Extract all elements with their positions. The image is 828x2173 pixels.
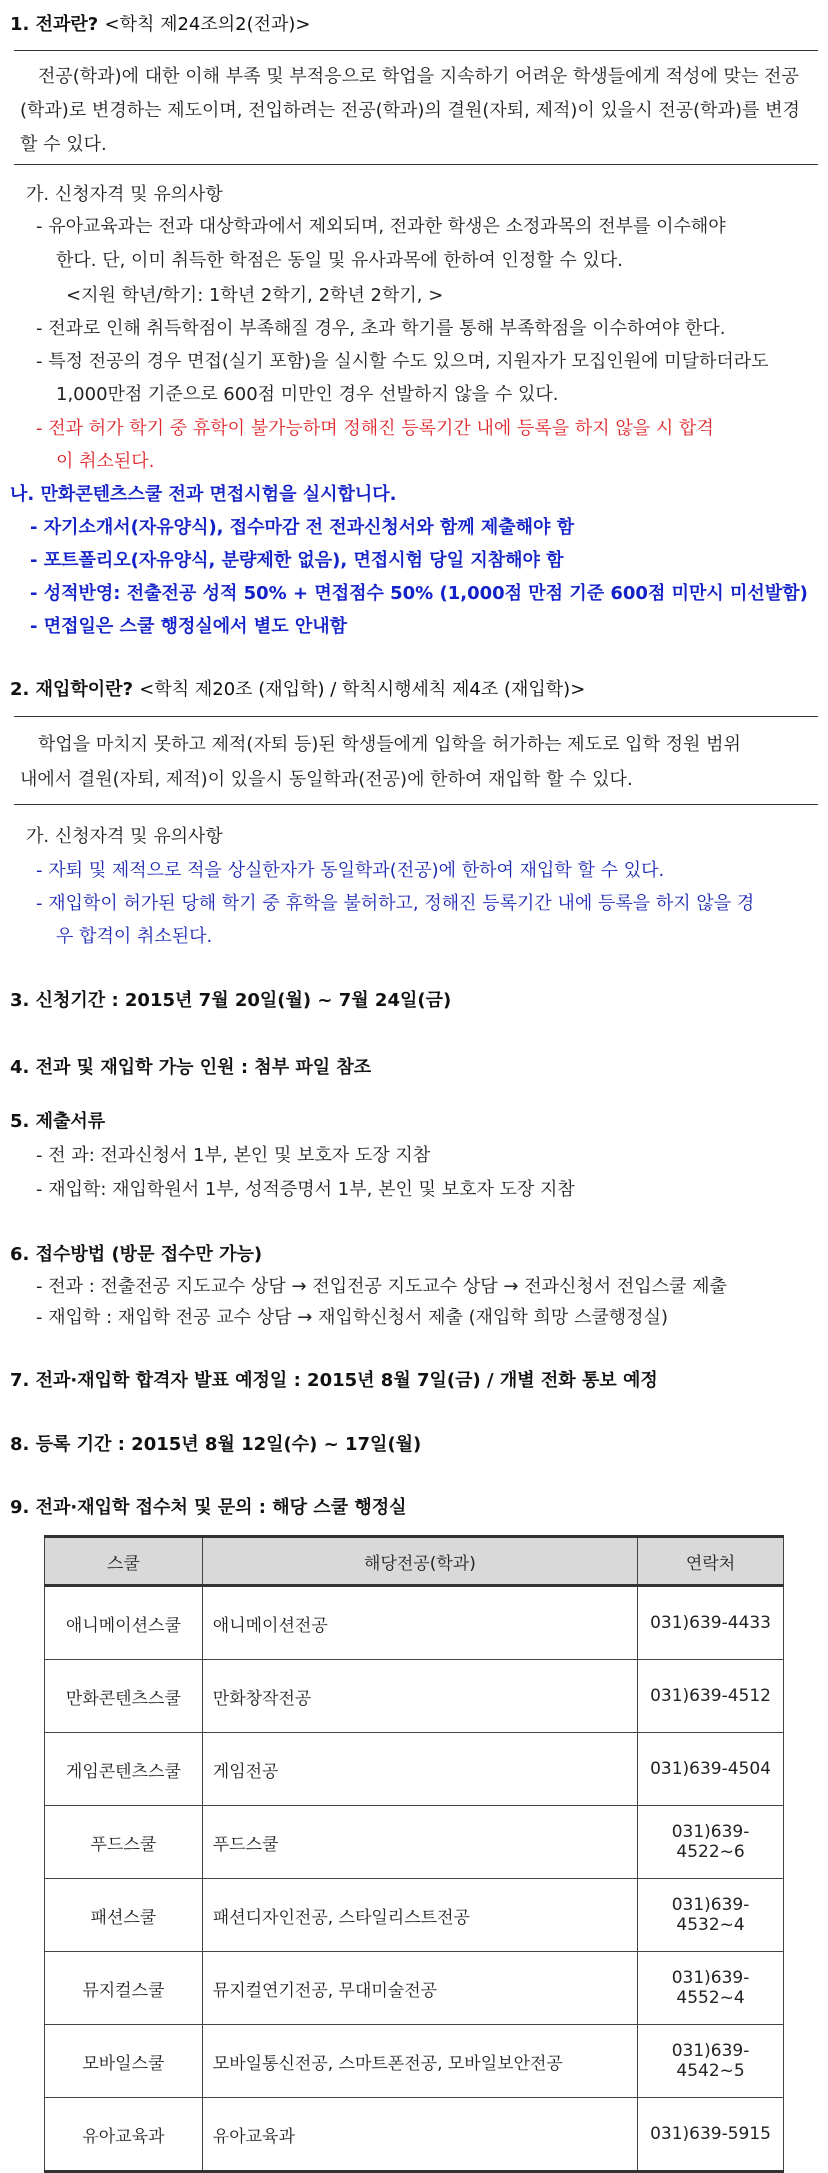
section-1-interview-item: - 포트폴리오(자유양식, 분량제한 없음), 면접시험 당일 지참해야 함: [30, 550, 564, 571]
section-1-eligibility-item: <지원 학년/학기: 1학년 2학기, 2학년 2학기, >: [66, 285, 444, 306]
section-1-eligibility-item: 한다. 단, 이미 취득한 학점은 동일 및 유사과목에 한하여 인정할 수 있다.: [56, 250, 623, 271]
school-cell: 모바일스쿨: [45, 2025, 203, 2098]
section-2-reference: <학칙 제20조 (재입학) / 학칙시행세칙 제4조 (재입학)>: [139, 679, 586, 700]
divider: [14, 804, 818, 805]
school-cell: 만화콘텐츠스쿨: [45, 1660, 203, 1733]
table-header-row: [45, 1537, 784, 1586]
school-cell: 푸드스쿨: [45, 1806, 203, 1879]
section-1-intro-line: (학과)로 변경하는 제도이며, 전입하려는 전공(학과)의 결원(자퇴, 제적)이 있을시 전공(학과)를 변경: [20, 100, 800, 121]
section-6-item: - 전과 : 전출전공 지도교수 상담 → 전입전공 지도교수 상담 → 전과신청서 전입스쿨 제출: [36, 1276, 727, 1297]
contact-cell: 031)639-4522~6: [638, 1806, 784, 1879]
contact-cell: 031)639-4512: [638, 1660, 784, 1733]
contacts-table: [44, 1535, 784, 2173]
section-1-interview-item: - 면접일은 스쿨 행정실에서 별도 안내함: [30, 616, 348, 637]
contact-cell: 031)639-4433: [638, 1586, 784, 1660]
section-1-heading: [10, 10, 311, 36]
section-1-title: 1. 전과란?: [10, 14, 99, 35]
section-2-heading: [10, 675, 585, 701]
major-cell: 푸드스쿨: [202, 1806, 637, 1879]
section-2-eligibility-item: - 재입학이 허가된 당해 학기 중 휴학을 불허하고, 정해진 등록기간 내에 등록을 하지 않을 경: [36, 893, 755, 914]
section-1-interview-item: - 자기소개서(자유양식), 접수마감 전 전과신청서와 함께 제출해야 함: [30, 517, 575, 538]
table-row: [45, 1733, 784, 1806]
section-1-intro-line: 할 수 있다.: [20, 134, 107, 155]
section-6-title: 6. 접수방법 (방문 접수만 가능): [10, 1244, 263, 1265]
table-row: [45, 1879, 784, 1952]
section-1-warning: - 전과 허가 학기 중 휴학이 불가능하며 정해진 등록기간 내에 등록을 하지 않을 시 합격: [36, 418, 714, 439]
section-1-eligibility-item: - 특정 전공의 경우 면접(실기 포함)을 실시할 수도 있으며, 지원자가 모집인원에 미달하더라도: [36, 351, 769, 372]
section-1-eligibility-title: 가. 신청자격 및 유의사항: [26, 184, 223, 205]
section-7-title: 7. 전과·재입학 합격자 발표 예정일 : 2015년 8월 7일(금) / 개별 전화 통보 예정: [10, 1370, 658, 1391]
divider: [14, 716, 818, 717]
section-4-title: 4. 전과 및 재입학 가능 인원 : 첨부 파일 참조: [10, 1057, 372, 1078]
contact-cell: 031)639-4504: [638, 1733, 784, 1806]
major-cell: 뮤지컬연기전공, 무대미술전공: [202, 1952, 637, 2025]
school-cell: 유아교육과: [45, 2098, 203, 2172]
header-contact: 연락처: [638, 1537, 784, 1586]
major-cell: 모바일통신전공, 스마트폰전공, 모바일보안전공: [202, 2025, 637, 2098]
major-cell: 패션디자인전공, 스타일리스트전공: [202, 1879, 637, 1952]
contact-cell: 031)639-5915: [638, 2098, 784, 2172]
header-school: 스쿨: [45, 1537, 203, 1586]
section-2-intro-line: 학업을 마치지 못하고 제적(자퇴 등)된 학생들에게 입학을 허가하는 제도로 입학 정원 범위: [38, 734, 741, 755]
contact-cell: 031)639-4552~4: [638, 1952, 784, 2025]
section-1-interview-title: 나. 만화콘텐츠스쿨 전과 면접시험을 실시합니다.: [10, 484, 397, 505]
section-1-eligibility-item: - 전과로 인해 취득학점이 부족해질 경우, 초과 학기를 통해 부족학점을 이수하여야 한다.: [36, 318, 726, 339]
section-1-reference: <학칙 제24조의2(전과)>: [104, 14, 311, 35]
header-major: 해당전공(학과): [202, 1537, 637, 1586]
school-cell: 패션스쿨: [45, 1879, 203, 1952]
section-3-title: 3. 신청기간 : 2015년 7월 20일(월) ~ 7월 24일(금): [10, 990, 452, 1011]
divider: [14, 50, 818, 51]
contact-cell: 031)639-4532~4: [638, 1879, 784, 1952]
section-2-eligibility-title: 가. 신청자격 및 유의사항: [26, 826, 223, 847]
section-5-item: - 전 과: 전과신청서 1부, 본인 및 보호자 도장 지참: [36, 1145, 431, 1166]
table-row: [45, 2098, 784, 2172]
section-5-item: - 재입학: 재입학원서 1부, 성적증명서 1부, 본인 및 보호자 도장 지참: [36, 1179, 575, 1200]
table-row: [45, 2025, 784, 2098]
section-8-title: 8. 등록 기간 : 2015년 8월 12일(수) ~ 17일(월): [10, 1434, 422, 1455]
section-2-eligibility-item: 우 합격이 취소된다.: [56, 926, 213, 947]
section-1-eligibility-item: 1,000만점 기준으로 600점 미만인 경우 선발하지 않을 수 있다.: [56, 384, 559, 405]
table-row: [45, 1660, 784, 1733]
section-5-title: 5. 제출서류: [10, 1111, 106, 1132]
table-row: [45, 1586, 784, 1660]
section-9-title: 9. 전과·재입학 접수처 및 문의 : 해당 스쿨 행정실: [10, 1497, 407, 1518]
section-2-title: 2. 재입학이란?: [10, 679, 134, 700]
section-2-intro-line: 내에서 결원(자퇴, 제적)이 있을시 동일학과(전공)에 한하여 재입학 할 수 있다.: [20, 769, 633, 790]
major-cell: 유아교육과: [202, 2098, 637, 2172]
section-2-eligibility-item: - 자퇴 및 제적으로 적을 상실한자가 동일학과(전공)에 한하여 재입학 할 수 있다.: [36, 860, 665, 881]
school-cell: 게임콘텐츠스쿨: [45, 1733, 203, 1806]
section-1-intro-line: 전공(학과)에 대한 이해 부족 및 부적응으로 학업을 지속하기 어려운 학생들에게 적성에 맞는 전공: [38, 66, 799, 87]
section-1-interview-item: - 성적반영: 전출전공 성적 50% + 면접점수 50% (1,000점 만점 기준 600점 미만시 미선발함): [30, 583, 808, 604]
major-cell: 게임전공: [202, 1733, 637, 1806]
table-row: [45, 1806, 784, 1879]
contact-cell: 031)639-4542~5: [638, 2025, 784, 2098]
section-6-item: - 재입학 : 재입학 전공 교수 상담 → 재입학신청서 제출 (재입학 희망 스쿨행정실): [36, 1307, 668, 1328]
major-cell: 애니메이션전공: [202, 1586, 637, 1660]
school-cell: 뮤지컬스쿨: [45, 1952, 203, 2025]
major-cell: 만화창작전공: [202, 1660, 637, 1733]
table-row: [45, 1952, 784, 2025]
section-1-eligibility-item: - 유아교육과는 전과 대상학과에서 제외되며, 전과한 학생은 소정과목의 전부를 이수해야: [36, 216, 726, 237]
section-1-warning: 이 취소된다.: [56, 451, 155, 472]
divider: [14, 164, 818, 165]
school-cell: 애니메이션스쿨: [45, 1586, 203, 1660]
